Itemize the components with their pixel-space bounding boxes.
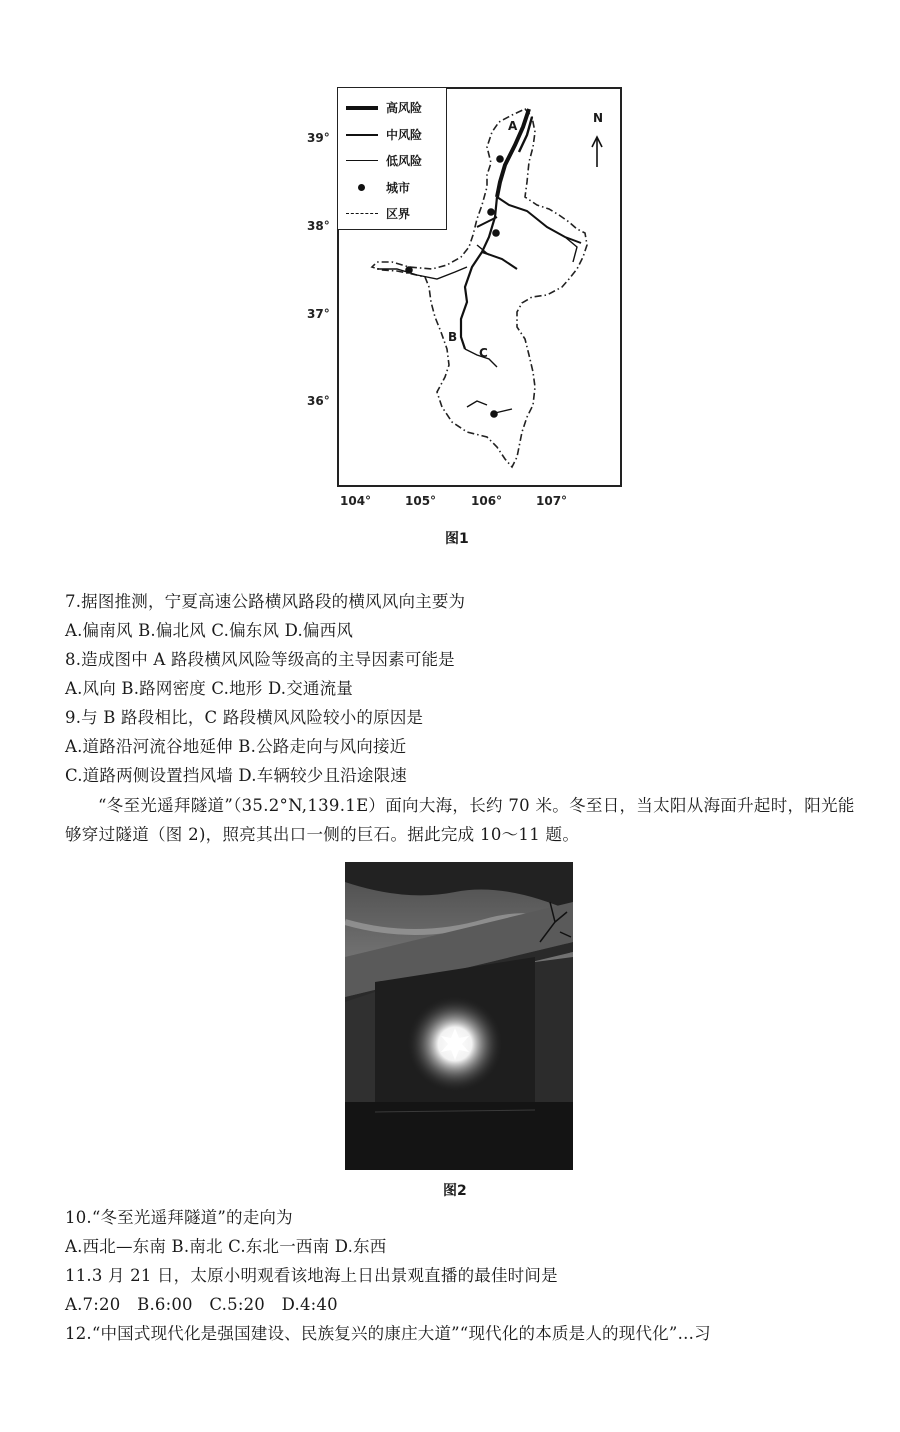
question-9: 9.与 B 路段相比，C 路段横风风险较小的原因是 [65, 708, 424, 727]
legend-item-boundary [346, 205, 410, 222]
question-12: 12.“中国式现代化是强国建设、民族复兴的康庄大道”“现代化的本质是人的现代化”…习 [65, 1324, 711, 1343]
legend-label: 低风险 [386, 154, 423, 168]
legend-item-medium-risk [346, 126, 422, 143]
city-dot [496, 155, 504, 163]
legend-label: 高风险 [386, 101, 423, 115]
question-11-options: A.7:20 B.6:00 C.5:20 D.4:40 [65, 1295, 338, 1314]
legend-item-high-risk [346, 99, 422, 116]
passage-10-11: “冬至光遥拜隧道”（35.2°N,139.1E）面向大海，长约 70 米。冬至日，当太阳从海面升起时，阳光能够穿过隧道（图 2)，照亮其出口一侧的巨石。据此完成 10～11 题。 [65, 796, 855, 844]
map-label-C: C [479, 346, 488, 360]
map-label-B: B [448, 330, 458, 344]
question-10-options: A.西北—东南 B.南北 C.东北一西南 D.东西 [65, 1237, 387, 1256]
figure2-photo [345, 862, 573, 1170]
legend-item-city [346, 179, 410, 196]
question-8-options: A.风向 B.路网密度 C.地形 D.交通流量 [65, 679, 354, 698]
figure1-legend [337, 87, 447, 230]
city-dot [487, 208, 495, 216]
legend-swatch-thin-line [346, 160, 378, 161]
city-dot [405, 266, 413, 274]
legend-item-low-risk [346, 152, 422, 169]
question-7-options: A.偏南风 B.偏北风 C.偏东风 D.偏西风 [65, 621, 354, 640]
legend-label: 中风险 [386, 128, 423, 142]
lon-tick: 107° [536, 494, 568, 508]
question-9-options-1: A.道路沿河流谷地延伸 B.公路走向与风向接近 [65, 737, 407, 756]
question-8: 8.造成图中 A 路段横风风险等级高的主导因素可能是 [65, 650, 455, 669]
lon-tick: 106° [471, 494, 503, 508]
question-11: 11.3 月 21 日，太原小明观看该地海上日出景观直播的最佳时间是 [65, 1266, 558, 1285]
question-7: 7.据图推测，宁夏高速公路横风路段的横风风向主要为 [65, 592, 466, 611]
figure1-caption: 图1 [445, 531, 469, 547]
city-dot [492, 229, 500, 237]
legend-swatch-dashdot [346, 213, 378, 214]
lat-tick: 39° [307, 131, 330, 145]
question-10: 10.“冬至光遥拜隧道”的走向为 [65, 1208, 293, 1227]
lat-tick: 36° [307, 394, 330, 408]
road-low-risk-west [377, 267, 467, 279]
figure2-caption: 图2 [443, 1183, 467, 1199]
legend-swatch-dot [346, 181, 378, 195]
lon-tick: 104° [340, 494, 372, 508]
road-low-risk-south2 [495, 409, 512, 413]
legend-swatch-medium-line [346, 134, 378, 136]
north-label: N [593, 111, 604, 125]
lat-tick: 37° [307, 307, 330, 321]
legend-label: 城市 [386, 181, 411, 195]
road-medium-risk-2 [497, 197, 581, 243]
lon-tick: 105° [405, 494, 437, 508]
road-low-risk-south1 [467, 401, 487, 407]
legend-label: 区界 [386, 207, 411, 221]
road-medium-risk-4 [482, 252, 517, 269]
road-low-risk-mid [477, 245, 489, 255]
lat-tick: 38° [307, 219, 330, 233]
question-9-options-2: C.道路两侧设置挡风墙 D.车辆较少且沿途限速 [65, 766, 408, 785]
city-dot [490, 410, 498, 418]
legend-swatch-thick-line [346, 106, 378, 110]
map-label-A: A [508, 119, 518, 133]
